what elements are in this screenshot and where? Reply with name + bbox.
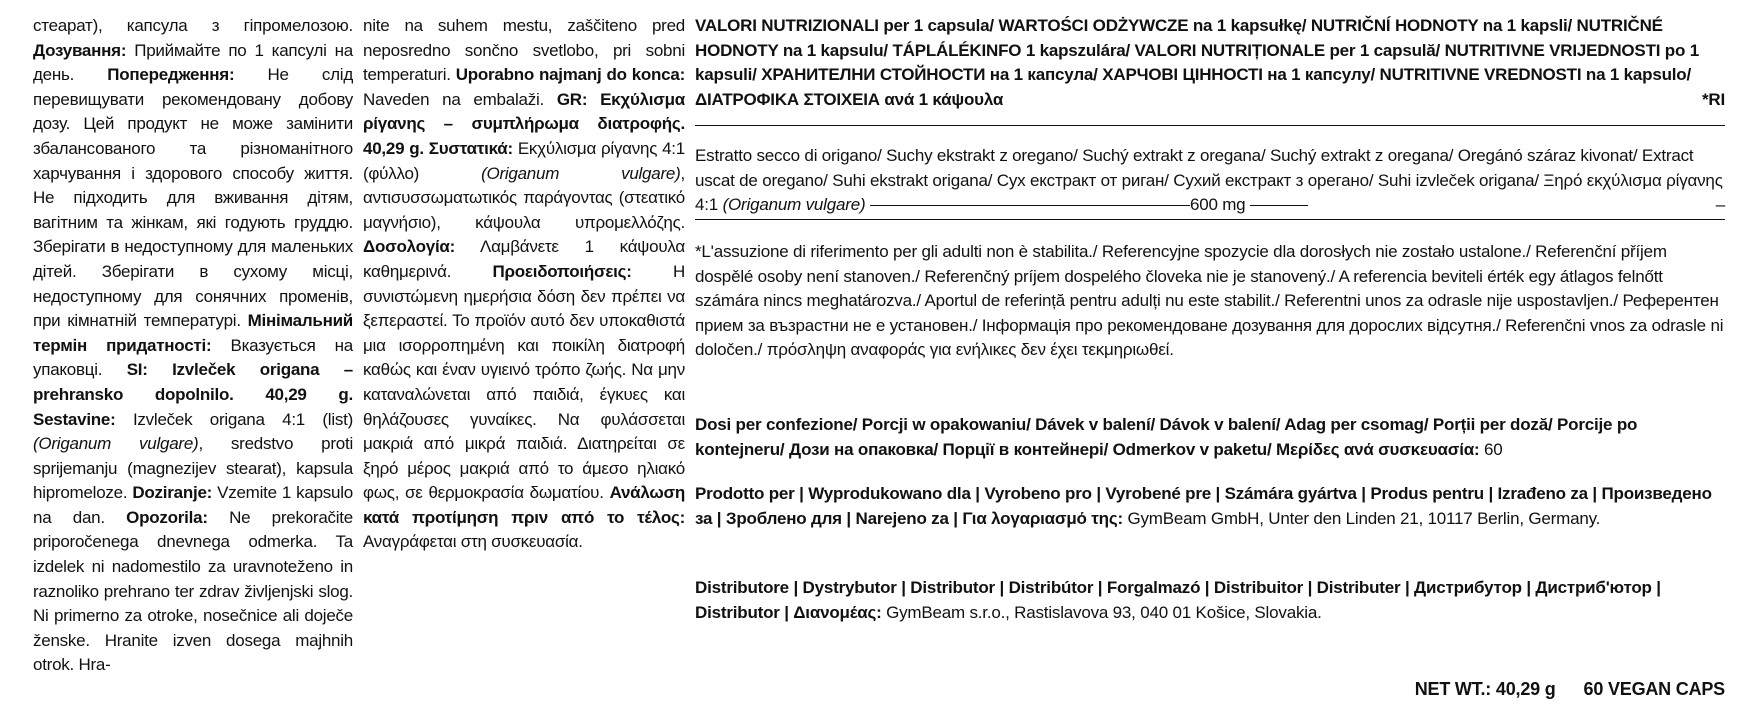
text-column-2 bbox=[363, 14, 685, 555]
producer-value: GymBeam GmbH, Unter den Linden 21, 10117 Berlin, Germany. bbox=[1122, 508, 1601, 528]
col1-segment: , sredstvo proti sprijemanju (magnezijev stearat), kapsula hipromeloze. bbox=[33, 434, 353, 503]
divider-top bbox=[695, 125, 1725, 126]
net-weight-footer bbox=[1415, 679, 1725, 700]
distributor-value: GymBeam s.r.o., Rastislavova 93, 040 01 Košice, Slovakia. bbox=[881, 602, 1322, 622]
col1-segment: Doziranje: bbox=[132, 483, 213, 503]
nutrition-header-text: VALORI NUTRIZIONALI per 1 capsula/ WARTOŚCI ODŻYWCZE na 1 kapsułkę/ NUTRIČNÍ HODNOTY na 1 kapsli/ NUTRIČNÉ HODNOTY na 1 kapsulu/ TÁPLÁLÉKINFO 1 kapszulára/ VALORI NUTRIȚIONALE per 1 capsulă/ NUTRITIVNE VRIJEDNOSTI po 1 kapsuli/ ХРАНИТЕЛНИ СТОЙНОСТИ на 1 капсула/ ХАРЧОВІ ЦІННОСТІ на 1 капсулу/ NUTRITIVNE VREDNOSTI na 1 kapsulo/ ΔΙΑΤΡΟΦΙΚΑ ΣΤΟΙΧΕΙΑ ανά 1 κάψουλα bbox=[695, 16, 1699, 109]
leader-line-2 bbox=[1250, 205, 1308, 206]
ingredient-text: Estratto secco di origano/ Suchy ekstrakt z oregano/ Suchý extrakt z oregana/ Suchý extrakt z oregana/ Oregánó száraz kivonat/ Extract uscat de oregano/ Suhi ekstrakt origana/ Сух екстракт от риган/ Сухий екстракт з орегано/ Suhi izvleček origana/ Ξηρό εκχύλισμα ρίγανης 4:1 bbox=[695, 146, 1723, 215]
divider-middle bbox=[695, 219, 1725, 220]
net-weight: NET WT.: 40,29 g bbox=[1414, 679, 1556, 699]
ingredient-row bbox=[695, 144, 1725, 218]
col2-segment: Προειδοποιήσεις: bbox=[492, 261, 632, 281]
text-column-1 bbox=[33, 14, 353, 678]
col1-segment: стеарат), капсула з гіпромелозою. bbox=[33, 16, 353, 35]
col1-segment: Попередження: bbox=[107, 65, 235, 85]
col1-segment: Мінімальний термін придатності: bbox=[33, 311, 353, 355]
col1-segment: Вказується на упаковці. bbox=[33, 335, 353, 380]
servings-label: Dosi per confezione/ Porcji w opakowaniu/ Dávek v balení/ Dávok v balení/ Adag per csomag/ Porții per doză/ Porcije po kontejneru/ Дози на опаковка/ Порції в контейнері/ Odmerkov v paketu/ Μερίδες ανά συσκευασία: bbox=[695, 415, 1638, 459]
ingredient-ri: – bbox=[1715, 195, 1725, 215]
distributor-info bbox=[695, 576, 1725, 625]
ri-label: *RI bbox=[1701, 89, 1725, 109]
col2-segment: (Origanum vulgare) bbox=[481, 163, 681, 183]
servings-info bbox=[695, 413, 1725, 462]
col1-segment: Opozorila: bbox=[126, 507, 208, 527]
col1-segment: Ne prekoračite priporočenega dnevnega odmerka. Ta izdelek ni nadomestilo za uravnoteženo in raznoliko prehrano ter zdrav življenjski slog. Ni primerno za otroke, nosečnice ali doječe ženske. Hranite izven dosega majhnih otrok. Hra- bbox=[33, 507, 353, 675]
ingredient-amount: 600 mg bbox=[1189, 195, 1246, 215]
column-2-paragraph bbox=[363, 14, 685, 555]
col2-segment: Ανάλωση κατά προτίμηση πριν από το τέλος: bbox=[363, 483, 685, 527]
col2-segment: Λαμβάνετε 1 κάψουλα καθημερινά. bbox=[363, 237, 685, 281]
servings-value: 60 bbox=[1479, 439, 1503, 459]
producer-info bbox=[695, 482, 1725, 531]
col2-segment: GR: Εκχύλισμα ρίγανης – συμπλήρωμα διατροφής. 40,29 g. Συστατικά: bbox=[363, 89, 685, 158]
col2-segment: nite na suhem mestu, zaščiteno pred neposredno sončno svetlobo, pri sobni temperaturi. bbox=[363, 16, 685, 85]
ri-footnote: *L'assuzione di riferimento per gli adulti non è stabilita./ Referencyjne spozycie dla dorosłych nie zostało ustalone./ Referenční příjem dospělé osoby není stanoven./ Referenčný príjem dospelého človeka nie je stanovený./ A referencia beviteli érték egy átlagos felnőtt számára nincs meghatározva./ Aportul de referință pentru adulți nu este stabilit./ Referentni unos za odrasle nije uspostavljen./ Референтен прием за възрастни не е установен./ Інформація про рекомендоване дозування для дорослих відсутня./ Referenčni vnos za odrasle ni določen./ πρόσληψη αναφοράς για ενήλικες δεν έχει τεκμηριωθεί. bbox=[695, 242, 1724, 360]
col1-segment: Vzemite 1 kapsulo na dan. bbox=[33, 483, 353, 527]
distributor-label: Distributore | Dystrybutor | Distributor | Distribútor | Forgalmazó | Distribuitor | Distributer | Дистрибутор | Дистриб'ютор | Distributor | Διανομέας: bbox=[695, 578, 1661, 622]
col1-segment: SI: Izvleček origana – prehransko dopolnilo. 40,29 g. Sestavine: bbox=[33, 360, 354, 429]
col1-segment: Не слід перевищувати рекомендовану добову дозу. Цей продукт не може замінити збалансованого та різноманітного харчування і здорового способу життя. Не підходить для вживання дітям, вагітним та жінкам, які годують груддю. Зберігати в недоступному для маленьких дітей. Зберігати в сухому місці, недоступному для сонячних променів, при кімнатній температурі. bbox=[33, 65, 353, 331]
col2-segment: Uporabno najmanj do konca: bbox=[455, 65, 685, 85]
caps-count: 60 VEGAN CAPS bbox=[1583, 679, 1725, 699]
column-1-paragraph bbox=[33, 14, 353, 678]
col2-segment: Η συνιστώμενη ημερήσια δόση δεν πρέπει να ξεπεραστεί. Το προϊόν αυτό δεν υποκαθιστά μια ισορροπημένη και ποικίλη διατροφή καθώς και έναν υγιεινό τρόπο ζωής. Να μην καταναλώνεται από παιδιά, έγκυες και θηλάζουσες γυναίκες. Να φυλάσσεται μακριά από μικρά παιδιά. Διατηρείται σε ξηρό μέρος μακριά από το άμεσο ηλιακό φως, σε θερμοκρασία δωματίου. bbox=[363, 261, 685, 503]
col1-segment: Приймайте по 1 капсулі на день. bbox=[33, 40, 353, 85]
col1-segment: Дозування: bbox=[33, 40, 127, 60]
leader-line bbox=[870, 205, 1190, 206]
col2-segment: Αναγράφεται στη συσκευασία. bbox=[363, 532, 583, 552]
nutrition-header bbox=[695, 14, 1725, 112]
col2-segment: Δοσολογία: bbox=[363, 237, 456, 257]
producer-label: Prodotto per | Wyprodukowano dla | Vyrobeno pro | Vyrobené pre | Számára gyártva | Produs pentru | Izrađeno za | Произведено за | Зроблено для | Narejeno za | Για λογαριασμό της: bbox=[695, 484, 1712, 528]
ingredient-latin: (Origanum vulgare) bbox=[722, 195, 866, 215]
col2-segment: , αντισυσσωματωτικός παράγοντας (στεατικό μαγνήσιο), κάψουλα υπρομελλόζης. bbox=[363, 163, 685, 232]
col1-segment: Izvleček origana 4:1 (list) bbox=[115, 409, 353, 429]
col1-segment: (Origanum vulgare) bbox=[33, 434, 199, 454]
col2-segment: Εκχύλισμα ρίγανης 4:1 (φύλλο) bbox=[363, 138, 685, 183]
col2-segment: Naveden na embalaži. bbox=[363, 89, 557, 109]
